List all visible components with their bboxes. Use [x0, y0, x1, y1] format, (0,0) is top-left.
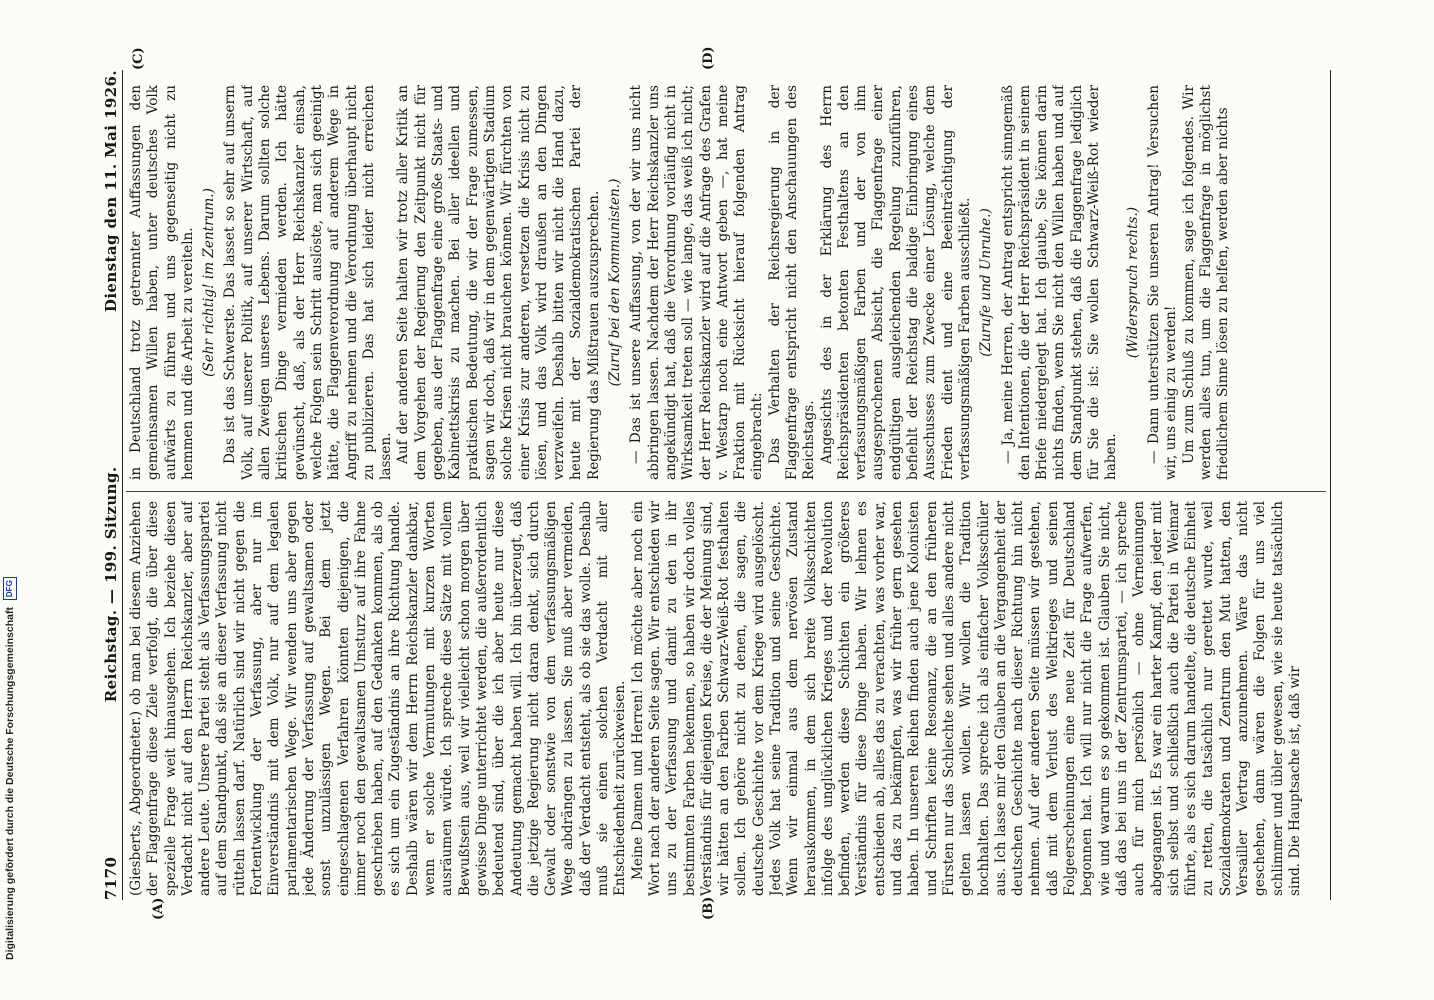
column-divider — [126, 491, 1326, 492]
paragraph: Auf der anderen Seite halten wir trotz aller Kritik an dem Vorgehen der Regierung den Zeitpunkt nicht für gegeben, aus der Flaggenfrage eine große Staats- und Kabinettskrisis zu machen. Bei aller ideellen und praktischen Bedeutung, die wir der Frage zumessen, sagen wir doch, daß wir in dem gegenwärtigen Stadium solche Krisen nicht brauchen können. Wir fürchten von einer Krisis zur anderen, versetzen die Krisis nicht zu lösen, und das Volk wird draußen an den Dingen verzweifeln. Deshalb bitten wir nicht die Hand dazu, heute mit der Sozialdemokratischen Partei der Regierung das Mißtrauen auszusprechen. — [395, 85, 602, 480]
header-rule — [122, 70, 123, 900]
paragraph: (Giesberts, Abgeordneter.) ob man bei diesem Anziehen der Flaggenfrage diese Ziele verfolgt, die über diese spezielle Frage weit hinausgehen. Ich beziehe diesen Verdacht nicht auf den Herrn Reichskanzler, aber auf andere Leute. Unsere Partei steht als Verfassungspartei auf dem Standpunkt, daß sie an dieser Verfassung nicht rütteln lassen darf. Natürlich sind wir nicht gegen die Fortentwicklung der Verfassung, aber nur im Einverständnis mit dem Volk, nur auf dem legalen parlamentarischen Wege. Wir wenden uns aber gegen jede Änderung der Verfassung auf gewaltsamen oder sonst unzulässigen Wegen. Bei dem jetzt eingeschlagenen Verfahren könnten diejenigen, die immer noch den gewaltsamen Umsturz auf ihre Fahne geschrieben haben, auf den Gedanken kommen, als ob es sich um ein Zugeständnis an ihre Richtung handle. Deshalb wären wir dem Herrn Reichskanzler dankbar, wenn er solche Vermutungen mit kurzen Worten ausräumen würde. Ich spreche diese Sätze mit vollem Bewußtsein aus, weil wir vielleicht schon morgen über gewisse Dinge unterrichtet werden, die außerordentlich bedeutend sind, über die ich aber heute nur diese Andeutung gemacht haben will. Ich bin überzeugt, daß die jetzige Regierung nicht daran denkt, sich durch Gewalt oder sonstwie von dem verfassungsmäßigen Wege abdrängen zu lassen. Sie muß aber vermeiden, daß der Verdacht entsteht, als ob sie das wolle. Deshalb muß sie einen solchen Verdacht mit aller Entschiedenheit zurückweisen. — [128, 501, 629, 896]
margin-mark-a: (A) — [151, 897, 166, 920]
paragraph: Das ist das Schwerste. Das lasset so sehr auf unserm Volk, auf unserer Politik, auf unserer Wirtschaft, auf allen Zweigen unseres Lebens. Darum sollten solche kritischen Dinge vermieden werden. Ich hätte gewünscht, daß, als der Herr Reichskanzler einsah, welche Folgen sein Schritt auslöste, man sich geeinigt hätte, die Flaggenverordnung auf anderem Wege in Angriff zu nehmen und die Verordnung überhaupt nicht zu publizieren. Das hat sich leider nicht erreichen lassen. — [222, 85, 395, 480]
left-column — [128, 501, 1326, 896]
paragraph: in Deutschland trotz getrennter Auffassungen den gemeinsamen Willen haben, unter deutsches Volk aufwärts zu führen und uns gegenseitig nicht zu hemmen und die Arbeit zu vereiteln. — [128, 85, 196, 480]
margin-mark-b: (B) — [701, 896, 716, 920]
assembly-title: Reichstag. — 199. Sitzung. — [101, 466, 120, 703]
footer-rule — [1330, 70, 1331, 900]
right-column — [128, 85, 1326, 480]
interjection: (Zurufe und Unruhe.) — [978, 208, 995, 357]
paragraph: — Das ist unsere Auffassung, von der wir uns nicht abbringen lassen. Nachdem der Herr Reichskanzler uns angekündigt hat, daß die Verordnung vorläufig nicht in Wirksamkeit treten soll — wie lange, das weiß ich nicht; der Herr Reichskanzler wird auf die Anfrage des Grafen v. Westarp noch eine Antwort geben —, hat meine Fraktion mit Rücksicht hierauf folgenden Antrag eingebracht: — [628, 85, 766, 480]
interjection: (Zuruf bei den Kommunisten.) — [607, 178, 624, 387]
paragraph: Um zum Schluß zu kommen, sage ich folgendes. Wir werden alles tun, um die Flaggenfrage in möglichst friedlichem Sinne lösen zu helfen, werden aber nichts — [1180, 85, 1232, 480]
motion-text: Das Verhalten der Reichsregierung in der Flaggenfrage entspricht nicht den Anschauungen des Reichstags. — [766, 85, 818, 480]
paragraph: — Ja, meine Herren, der Antrag entspricht sinngemäß den Intentionen, die der Herr Reichspräsident in seinem Briefe niedergelegt hat. Ich glaube, Sie können darin nichts finden, wenn Sie nicht den Willen haben und auf dem Standpunkt stehen, daß die Flaggenfrage lediglich für Sie die ist: Sie wollen Schwarz-Weiß-Rot wieder haben. — [999, 85, 1120, 480]
session-date: Dienstag den 11. Mai 1926. — [101, 70, 120, 313]
digitization-credit — [0, 0, 20, 1000]
paragraph: — Dann unterstützen Sie unseren Antrag! Versuchen wir, uns einig zu werden! — [1145, 85, 1180, 480]
interjection: (Sehr richtig! im Zentrum.) — [201, 188, 218, 377]
paragraph: Meine Damen und Herren! Ich möchte aber noch ein Wort nach der anderen Seite sagen. Wir entschieden wir uns zu der Verfassung und damit zu den in ihr bestimmten Farben bekennen, so haben wir doch volles Verständnis für diejenigen Kreise, die der Meinung sind, wir hätten an den Farben Schwarz-Weiß-Rot festhalten sollen. Ich gehöre nicht zu denen, die sagen, die deutsche Geschichte vor dem Kriege wird ausgelöscht. Jedes Volk hat seine Tradition und seine Geschichte. Wenn wir einmal aus dem nervösen Zustand herauskommen, in dem sich breite Volksschichten infolge des unglücklichen Krieges und der Revolution befinden, werden diese Schichten ein größeres Verständnis für diese Dinge haben. Wir lehnen es entschieden ab, alles das zu verachten, was vorher war, und das zu bekämpfen, was wir früher gern gesehen haben. In unseren Reihen finden auch jene Kolonisten und Schriften keine Resonanz, die an den früheren Fürsten nur das Schlechte sehen und alles andere nicht gelten lassen wollen. Wir wollen die Tradition hochhalten. Das spreche ich als einfacher Volksschüler aus. Ich lasse mir den Glauben an die Vergangenheit der deutschen Geschichte nach dieser Richtung hin nicht nehmen. Auf der anderen Seite müssen wir gestehen, daß mit dem Verlust des Weltkrieges und seinen Folgeerscheinungen eine neue Zeit für Deutschland begonnen hat. Ich will nur nicht die Frage aufwerfen, wie und warum es so gekommen ist. Glauben Sie nicht, daß das bei uns in der Zentrumspartei, — ich spreche auch für mich persönlich — ohne Verneinungen abgegangen ist. Es war ein harter Kampf, den jeder mit sich selbst und schließlich auch die Partei in Weimar führte, als es sich darum handelte, die deutsche Einheit zu retten, die tatsächlich nur gerettet wurde, weil Sozialdemokraten und Zentrum den Mut hatten, den Versailler Vertrag anzunehmen. Wäre das nicht geschehen, dann wären die Folgen für uns viel schlimmer und übler gewesen, wie sie heute tatsächlich sind. Die Hauptsache ist, daß wir — [629, 501, 1303, 896]
motion-text: Angesichts des in der Erklärung des Herrn Reichspräsidenten betonten Festhaltens an den verfassungsmäßigen Farben und der von ihm ausgesprochenen Absicht, die Flaggenfrage einer endgültigen ausgleichenden Regelung zuzuführen, befiehlt der Reichstag die baldige Einbringung eines Ausschusses zum Zwecke einer Lösung, welche dem Frieden dient und eine Beeinträchtigung der verfassungsmäßigen Farben ausschließt. — [818, 85, 973, 480]
margin-mark-c: (C) — [131, 47, 146, 70]
page-number: 7170 — [101, 856, 120, 900]
page-header — [98, 70, 120, 900]
interjection: (Widerspruch rechts.) — [1124, 206, 1141, 359]
margin-mark-d: (D) — [701, 46, 716, 70]
dfg-logo: DFG — [3, 577, 17, 600]
credit-text: Digitalisierung gefördert durch die Deutsche Forschungsgemeinschaft — [4, 607, 16, 960]
